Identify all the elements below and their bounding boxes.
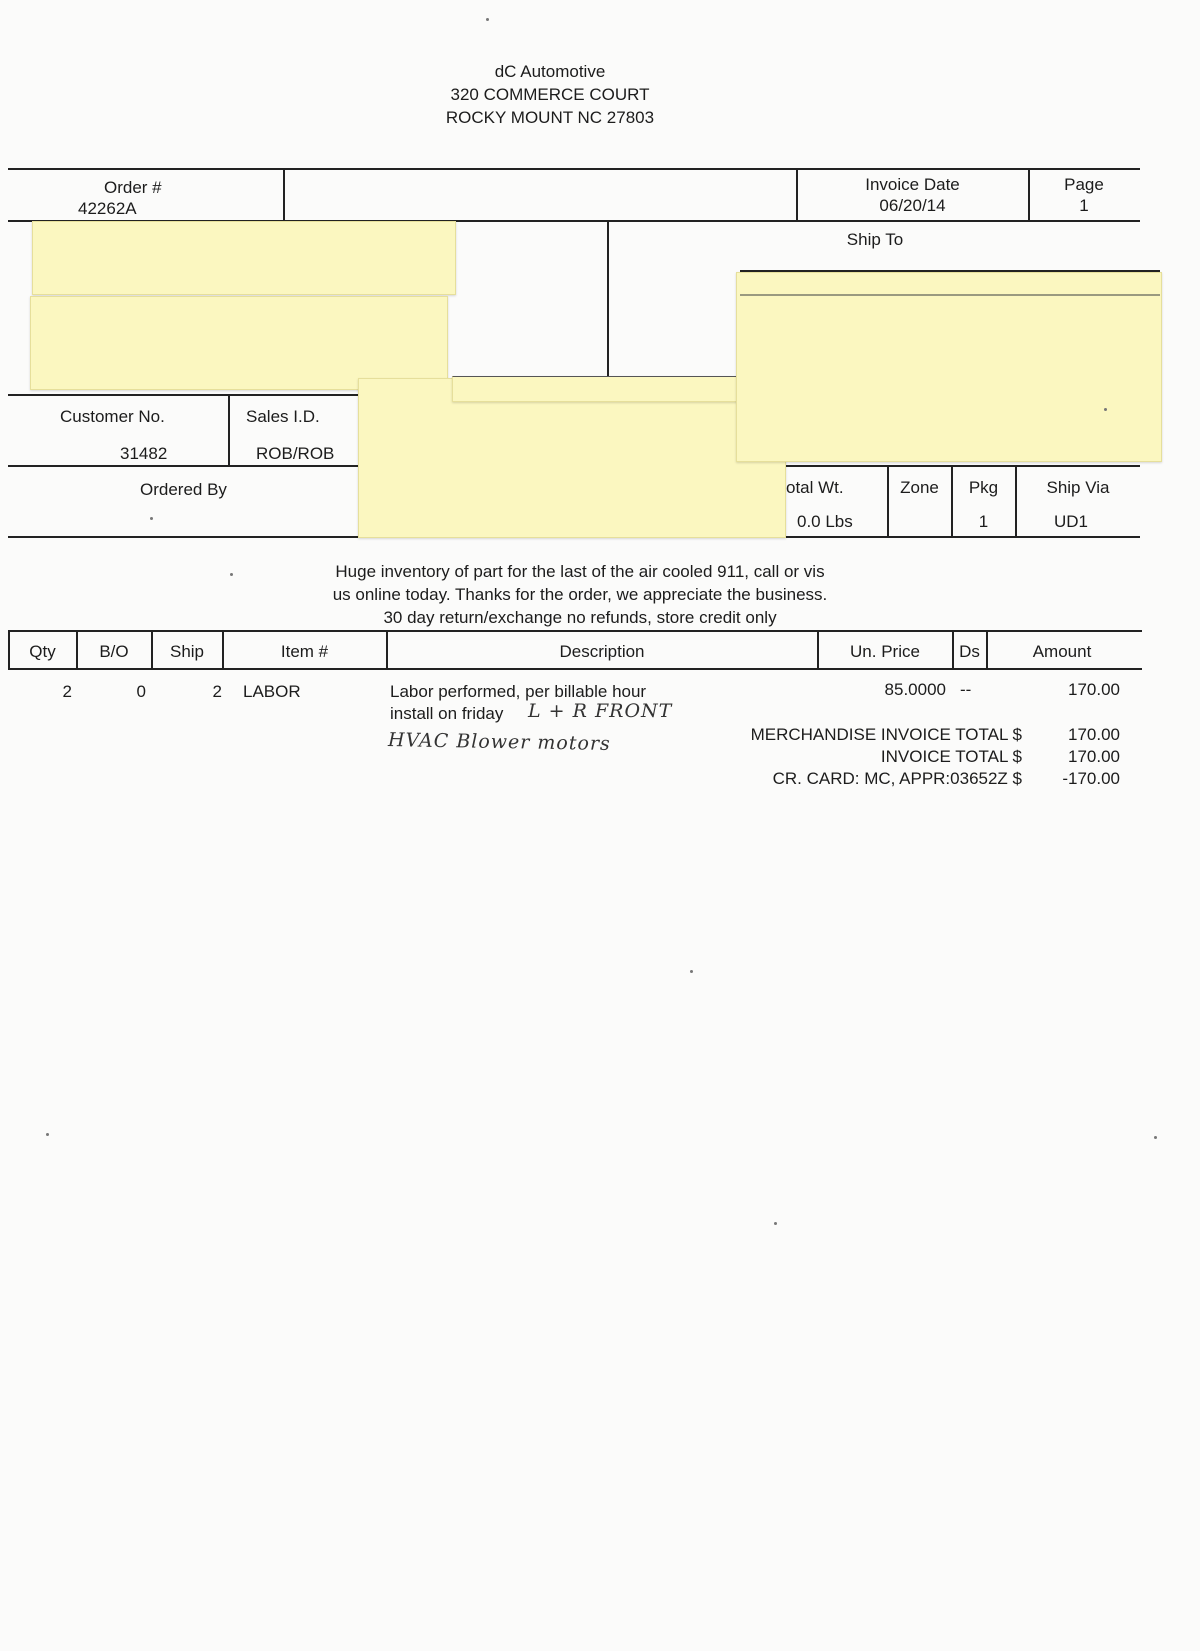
scan-speck	[774, 1222, 777, 1225]
scan-speck	[46, 1133, 49, 1136]
col-header-item: Item #	[280, 642, 329, 661]
item-ds: --	[960, 680, 972, 699]
order-number-value: 42262A	[78, 199, 137, 218]
pkg-label: Pkg	[968, 478, 999, 497]
sales-id-label: Sales I.D.	[246, 407, 320, 426]
company-city: ROCKY MOUNT NC 27803	[445, 108, 655, 127]
redaction-note	[358, 378, 786, 538]
col-header-ship: Ship	[169, 642, 205, 661]
company-name: dC Automotive	[494, 62, 606, 81]
merchandise-total-label: MERCHANDISE INVOICE TOTAL $	[750, 725, 1022, 744]
item-qty: 2	[62, 682, 72, 701]
customer-no-value: 31482	[120, 444, 168, 463]
redaction-note	[30, 296, 448, 390]
customer-divider	[228, 394, 230, 466]
ship-via-label: Ship Via	[1046, 478, 1110, 497]
item-ship: 2	[212, 682, 222, 701]
item-amount: 170.00	[1068, 680, 1120, 699]
customer-no-label: Customer No.	[60, 407, 165, 426]
scan-speck	[1154, 1136, 1157, 1139]
address-divider	[607, 221, 609, 376]
scan-speck	[486, 18, 489, 21]
item-description-line-2: install on friday	[390, 704, 504, 723]
scan-speck	[1104, 408, 1107, 411]
scan-speck	[230, 573, 233, 576]
total-weight-label: otal Wt.	[786, 478, 844, 497]
company-address: 320 COMMERCE COURT	[450, 85, 650, 104]
item-description-line-1: Labor performed, per billable hour	[390, 682, 647, 701]
header-top-rule	[8, 168, 1140, 170]
item-bo: 0	[136, 682, 146, 701]
zone-label: Zone	[900, 478, 939, 497]
scan-speck	[690, 970, 693, 973]
handwritten-note-line-1: L + R FRONT	[528, 700, 673, 722]
message-line-1: Huge inventory of part for the last of the air cooled 911, call or vis	[335, 562, 825, 581]
ship-via-value: UD1	[1053, 512, 1088, 531]
ordered-by-label: Ordered By	[140, 480, 227, 499]
invoice-date-value: 06/20/14	[879, 196, 946, 215]
item-number: LABOR	[243, 682, 301, 701]
col-header-amount: Amount	[1032, 642, 1092, 661]
ship-to-label: Ship To	[846, 230, 904, 249]
col-header-unit-price: Un. Price	[850, 642, 920, 661]
redaction-note	[32, 221, 456, 295]
col-header-description: Description	[559, 642, 645, 661]
merchandise-total-value: 170.00	[1068, 725, 1120, 744]
pkg-value: 1	[978, 512, 989, 531]
message-line-2: us online today. Thanks for the order, we appreciate the business.	[332, 585, 828, 604]
col-header-qty: Qty	[29, 642, 56, 661]
col-header-ds: Ds	[959, 642, 980, 661]
page-value: 1	[1079, 196, 1089, 215]
order-number-label: Order #	[104, 178, 162, 197]
redaction-note	[736, 272, 1162, 462]
page-label: Page	[1064, 175, 1104, 194]
header-divider	[283, 168, 285, 221]
customer-top-rule	[8, 394, 360, 396]
invoice-date-label: Invoice Date	[865, 175, 960, 194]
items-header-bottom-rule	[8, 668, 1142, 670]
items-header-top-rule	[8, 630, 1142, 632]
scan-speck	[150, 517, 153, 520]
invoice-total-value: 170.00	[1068, 747, 1120, 766]
card-payment-value: -170.00	[1062, 769, 1120, 788]
message-line-3: 30 day return/exchange no refunds, store credit only	[383, 608, 777, 627]
total-weight-value: 0.0 Lbs	[797, 512, 853, 531]
invoice-total-label: INVOICE TOTAL $	[880, 747, 1022, 766]
shipping-divider	[887, 466, 889, 537]
item-unit-price: 85.0000	[884, 680, 946, 699]
handwritten-note-line-2: HVAC Blower motors	[387, 729, 611, 755]
col-header-bo: B/O	[99, 642, 129, 661]
sales-id-value: ROB/ROB	[256, 444, 335, 463]
card-payment-label: CR. CARD: MC, APPR:03652Z $	[772, 769, 1022, 788]
note-edge	[740, 294, 1160, 296]
